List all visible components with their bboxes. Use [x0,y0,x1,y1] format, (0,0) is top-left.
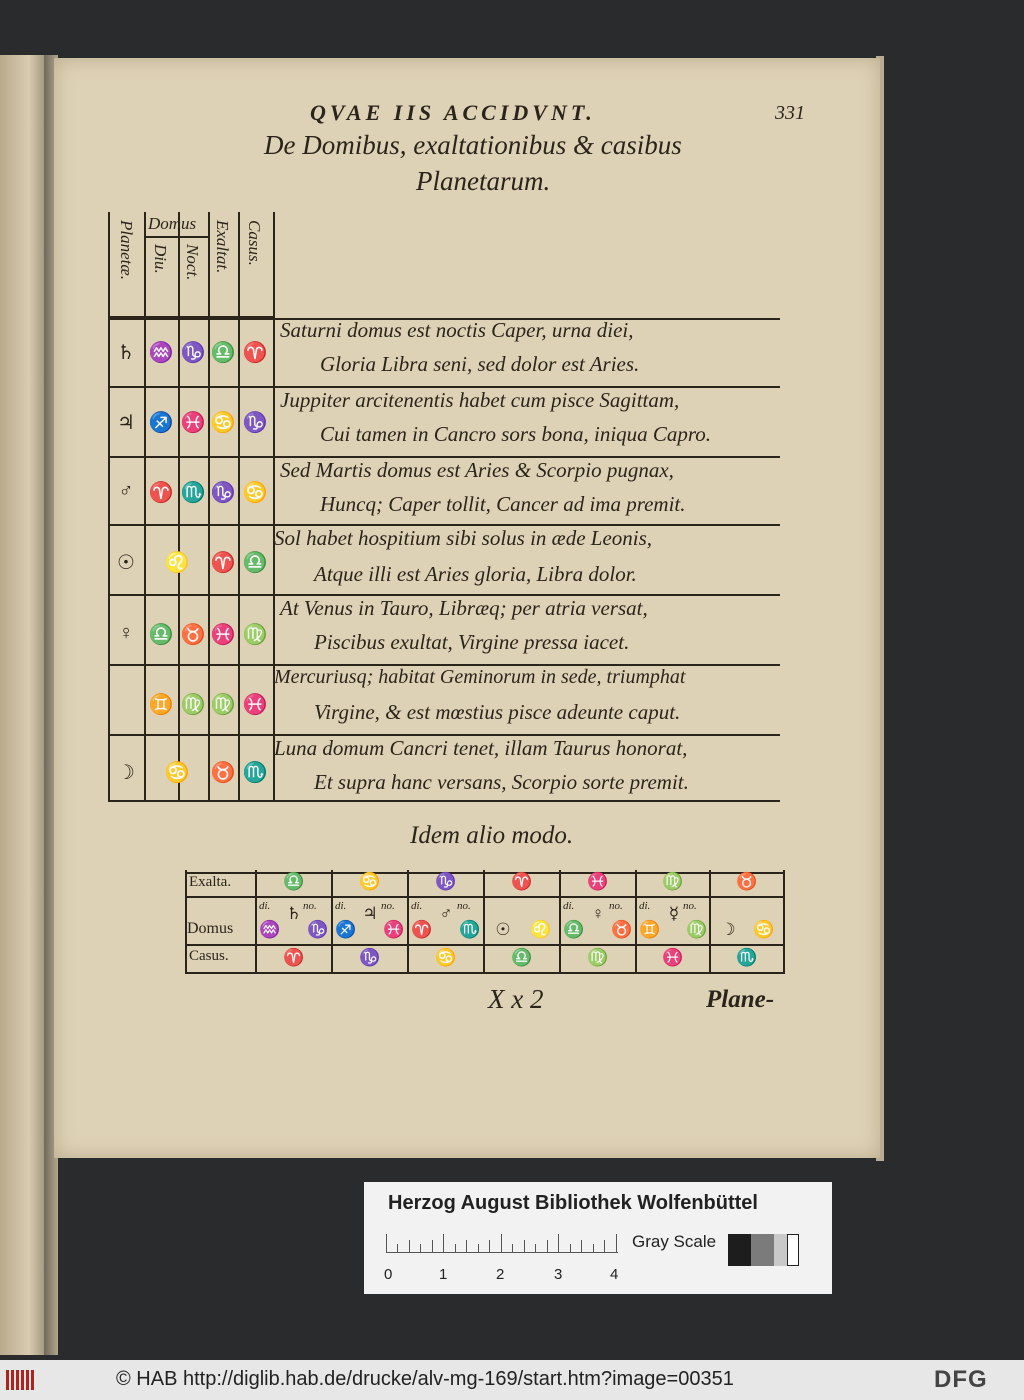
dfg-logo: DFG [934,1366,988,1393]
domus-noct-cell: ♉ [611,920,633,939]
domus-diu-cell: ♒ [259,920,281,939]
domus-diu-cell: ♎ [563,920,585,939]
ruler-tick [397,1244,398,1252]
verse-line: Et supra hanc versans, Scorpio sorte premit. [314,770,689,794]
di-label: di. [259,900,271,912]
verse-line: Gloria Libra seni, sed dolor est Aries. [320,352,640,376]
domus-diu-symbol: ♈ [148,482,174,504]
verse-line: Juppiter arcitenentis habet cum pisce Sagittam, [280,388,680,412]
domus-symbol: ♌ [164,552,190,574]
domus-planet-cell: ♄ [286,904,302,923]
domus-noct-symbol: ♑ [180,342,206,364]
domus-diu-symbol: ♒ [148,342,174,364]
copyright-url[interactable]: © HAB http://diglib.hab.de/drucke/alv-mg-169/start.htm?image=00351 [116,1368,734,1390]
exaltation-symbol: ♋ [210,412,236,434]
verse-line: Saturni domus est noctis Caper, urna diei, [280,318,634,342]
ruler-tick [558,1234,559,1252]
domus-planet-cell: ♂ [439,904,453,923]
exalta-cell: ♋ [359,872,381,891]
casus-cell: ♋ [435,948,457,967]
catchword: Plane- [706,986,775,1013]
casus-symbol: ♓ [242,694,268,716]
table-rule [185,972,785,974]
domus-noct-cell: ♍ [686,920,708,939]
domus-symbol: ♋ [164,762,190,784]
casus-cell: ♑ [359,948,381,967]
gray-swatch [751,1234,774,1266]
verse-line: Piscibus exultat, Virgine pressa iacet. [314,630,630,654]
verse-line: Virgine, & est mœstius pisce adeunte caput. [314,700,681,724]
exaltation-symbol: ♍ [210,694,236,716]
row-label-exalta: Exalta. [189,874,232,890]
domus-planet-cell: ♀ [591,904,605,923]
domus-noct-cell: ♋ [753,920,775,939]
no-label: no. [609,900,623,912]
verse-line: Sed Martis domus est Aries & Scorpio pugnax, [280,458,674,482]
domus-diu-cell: ☉ [495,920,511,939]
domus-diu-symbol: ♊ [148,694,174,716]
ruler-tick [386,1234,387,1252]
ruler-tick [501,1234,502,1252]
library-name: Herzog August Bibliothek Wolfenbüttel [388,1192,758,1214]
exalta-cell: ♉ [736,872,758,891]
header-noct: Noct. [183,244,202,281]
ruler-tick [420,1244,421,1252]
ruler-tick [466,1240,467,1252]
verse-line: Huncq; Caper tollit, Cancer ad ima premit. [320,492,686,516]
domus-diu-cell: ♐ [335,920,357,939]
ruler-tick [547,1240,548,1252]
ruler-tick [409,1240,410,1252]
di-label: di. [563,900,575,912]
table-rule [185,944,785,946]
table-rule [185,896,785,898]
page-title-line-2: Planetarum. [416,166,551,196]
ruler-tick [455,1244,456,1252]
di-label: di. [411,900,423,912]
table-rule [273,212,275,802]
domus-diu-cell: ☽ [720,920,736,939]
casus-symbol: ♋ [242,482,268,504]
page-number: 331 [775,102,805,124]
row-label-domus: Domus [187,920,234,937]
domus-planet-cell: ♃ [362,904,378,923]
casus-cell: ♎ [511,948,533,967]
section-subtitle: Idem alio modo. [410,822,574,849]
gray-scale-label: Gray Scale [632,1232,717,1251]
exaltation-symbol: ♉ [210,762,236,784]
planet-symbol: ♂ [118,480,134,502]
casus-cell: ♈ [283,948,305,967]
table-rule [144,236,208,238]
scale-ruler [386,1234,618,1253]
running-head: QVAE IIS ACCIDVNT. [310,100,596,125]
ruler-tick [581,1240,582,1252]
planet-symbol: ☉ [117,552,135,574]
alternative-table [185,870,785,974]
no-label: no. [381,900,395,912]
domus-noct-symbol: ♉ [180,624,206,646]
di-label: di. [639,900,651,912]
exaltation-symbol: ♈ [210,552,236,574]
domus-diu-cell: ♊ [639,920,661,939]
planet-symbol: ♃ [117,412,135,434]
hab-logo-icon [6,1368,38,1392]
di-label: di. [335,900,347,912]
domus-noct-cell: ♌ [530,920,552,939]
ruler-number: 0 [384,1266,393,1283]
exalta-cell: ♍ [662,872,684,891]
ruler-number: 1 [439,1266,448,1283]
signature-mark: X x 2 [488,984,544,1014]
planet-symbol: ☽ [117,762,135,784]
casus-symbol: ♑ [242,412,268,434]
casus-symbol: ♏ [242,762,268,784]
domus-diu-symbol: ♎ [148,624,174,646]
ruler-tick [489,1240,490,1252]
domus-noct-cell: ♓ [383,920,405,939]
exaltation-symbol: ♎ [210,342,236,364]
domus-noct-symbol: ♍ [180,694,206,716]
ruler-tick [478,1244,479,1252]
domus-diu-cell: ♈ [411,920,433,939]
viewer-footer [0,1360,1024,1400]
verse-line: Atque illi est Aries gloria, Libra dolor. [314,562,637,586]
exalta-cell: ♎ [283,872,305,891]
casus-cell: ♍ [587,948,609,967]
ruler-number: 4 [610,1266,619,1283]
casus-symbol: ♈ [242,342,268,364]
domus-noct-cell: ♑ [307,920,329,939]
ruler-tick [593,1244,594,1252]
domus-noct-cell: ♏ [459,920,481,939]
no-label: no. [683,900,697,912]
ruler-tick [535,1244,536,1252]
no-label: no. [457,900,471,912]
header-domus: Domus [148,214,197,233]
page-title-line-1: De Domibus, exaltationibus & casibus [264,130,682,160]
domus-diu-symbol: ♐ [148,412,174,434]
verse-line: Cui tamen in Cancro sors bona, iniqua Capro. [320,422,712,446]
planet-symbol: ♀ [118,622,134,644]
ruler-tick [524,1240,525,1252]
table-rule [108,212,110,802]
verse-line: Sol habet hospitium sibi solus in æde Leonis, [274,526,653,550]
verse-line: At Venus in Tauro, Libræq; per atria versat, [280,596,648,620]
casus-cell: ♓ [662,948,684,967]
row-label-casus: Casus. [189,948,229,964]
ruler-tick [443,1234,444,1252]
exalta-cell: ♓ [587,872,609,891]
verse-line: Mercuriusq; habitat Geminorum in sede, triumphat [274,666,686,688]
ruler-tick [616,1234,617,1252]
exaltation-symbol: ♑ [210,482,236,504]
casus-cell: ♏ [736,948,758,967]
exalta-cell: ♑ [435,872,457,891]
exaltation-symbol: ♓ [210,624,236,646]
ruler-number: 3 [554,1266,563,1283]
verse-line: Luna domum Cancri tenet, illam Taurus honorat, [274,736,688,760]
header-diu: Diu. [151,244,170,274]
domus-planet-cell: ☿ [668,904,680,923]
table-rule [783,870,785,974]
exalta-cell: ♈ [511,872,533,891]
ruler-tick [512,1244,513,1252]
header-casus: Casus. [245,220,264,266]
casus-symbol: ♍ [242,624,268,646]
gray-swatch [728,1234,751,1266]
header-planetae: Planetæ. [117,220,136,280]
ruler-number: 2 [496,1266,505,1283]
gray-swatch [787,1234,799,1266]
ruler-tick [432,1240,433,1252]
color-reference-card [364,1182,832,1294]
facing-page-edge [0,55,48,1355]
domus-noct-symbol: ♓ [180,412,206,434]
domus-noct-symbol: ♏ [180,482,206,504]
row-rule [108,800,780,802]
ruler-tick [604,1240,605,1252]
planet-symbol: ♄ [117,342,135,364]
no-label: no. [303,900,317,912]
header-exaltat: Exaltat. [213,220,232,274]
houses-table [108,212,780,802]
casus-symbol: ♎ [242,552,268,574]
ruler-tick [570,1244,571,1252]
